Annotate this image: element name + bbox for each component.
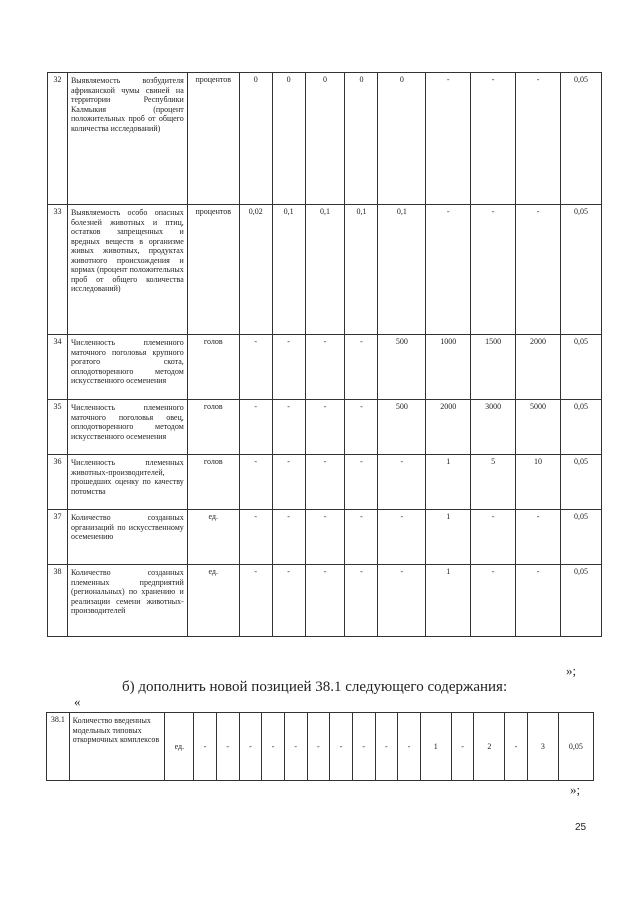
main-table [47, 72, 602, 637]
row-number: 32 [48, 73, 68, 205]
value-cell: - [451, 713, 474, 781]
value-cell: 0,05 [561, 335, 602, 400]
table-row [47, 713, 594, 781]
value-cell: - [239, 713, 262, 781]
indicator-name: Выявляемость особо опасных болезней животных и птиц, остатков запрещенных и вредных веществ в организме живых животных, продуктах животного происхождения и кормах (процент положительных проб от общего количества исследований) [67, 205, 187, 335]
closing-quote-1: »; [566, 663, 577, 678]
value-cell: 0,1 [272, 205, 305, 335]
value-cell: - [345, 455, 378, 510]
indicator-name: Численность племенного маточного поголовья овец, оплодотворенного методом искусственного осеменения [67, 400, 187, 455]
value-cell: - [305, 510, 345, 565]
table-row [48, 335, 602, 400]
value-cell: 3 [527, 713, 558, 781]
value-cell: 0 [239, 73, 272, 205]
value-cell: - [398, 713, 421, 781]
value-cell: 0,05 [561, 565, 602, 637]
value-cell: 0,05 [561, 510, 602, 565]
row-number: 36 [48, 455, 68, 510]
value-cell: - [345, 510, 378, 565]
row-number: 35 [48, 400, 68, 455]
value-cell: 0 [345, 73, 378, 205]
table-row [48, 400, 602, 455]
row-number: 38.1 [47, 713, 70, 781]
value-cell: - [262, 713, 285, 781]
value-cell: - [471, 73, 516, 205]
value-cell: 2000 [516, 335, 561, 400]
value-cell: - [272, 565, 305, 637]
value-cell: - [516, 565, 561, 637]
row-number: 33 [48, 205, 68, 335]
table-row [48, 565, 602, 637]
value-cell: - [505, 713, 528, 781]
value-cell: 0,1 [305, 205, 345, 335]
value-cell: 500 [378, 335, 426, 400]
value-cell: 500 [378, 400, 426, 455]
unit-cell: ед. [165, 713, 194, 781]
value-cell: 1 [426, 565, 471, 637]
value-cell: - [284, 713, 307, 781]
table-row [48, 510, 602, 565]
value-cell: - [272, 510, 305, 565]
value-cell: 1 [420, 713, 451, 781]
value-cell: - [239, 565, 272, 637]
value-cell: - [305, 400, 345, 455]
value-cell: 0,05 [561, 455, 602, 510]
value-cell: 3000 [471, 400, 516, 455]
value-cell: 0,02 [239, 205, 272, 335]
table-row [48, 455, 602, 510]
value-cell: - [471, 565, 516, 637]
value-cell: - [471, 205, 516, 335]
value-cell: - [272, 400, 305, 455]
unit-cell: голов [187, 335, 239, 400]
value-cell: - [239, 400, 272, 455]
value-cell: - [516, 205, 561, 335]
unit-cell: процентов [187, 205, 239, 335]
value-cell: - [378, 510, 426, 565]
value-cell: - [305, 335, 345, 400]
indicator-name: Численность племенного маточного поголовья крупного рогатого скота, оплодотворенного методом искусственного осеменения [67, 335, 187, 400]
value-cell: 0,05 [561, 205, 602, 335]
value-cell: 1500 [471, 335, 516, 400]
section-heading: б) дополнить новой позицией 38.1 следующего содержания: [122, 679, 508, 695]
unit-cell: процентов [187, 73, 239, 205]
value-cell: - [305, 565, 345, 637]
value-cell: 0 [272, 73, 305, 205]
row-number: 34 [48, 335, 68, 400]
value-cell: - [375, 713, 398, 781]
value-cell: - [307, 713, 330, 781]
value-cell: 2 [474, 713, 505, 781]
value-cell: - [194, 713, 217, 781]
value-cell: - [272, 455, 305, 510]
value-cell: 0,05 [561, 400, 602, 455]
value-cell: - [345, 400, 378, 455]
unit-cell: голов [187, 400, 239, 455]
value-cell: - [345, 565, 378, 637]
value-cell: 0,05 [558, 713, 593, 781]
value-cell: - [471, 510, 516, 565]
value-cell: - [516, 510, 561, 565]
page-number: 25 [575, 822, 587, 833]
value-cell: 1 [426, 455, 471, 510]
indicator-name: Количество созданных племенных предприятий (региональных) по хранению и реализации семени животных-производителей [67, 565, 187, 637]
value-cell: 5 [471, 455, 516, 510]
table-row [48, 73, 602, 205]
value-cell: - [272, 335, 305, 400]
value-cell: - [516, 73, 561, 205]
value-cell: 0,05 [561, 73, 602, 205]
indicator-name: Численность племенных животных-производителей, прошедших оценку по качеству потомства [67, 455, 187, 510]
value-cell: 2000 [426, 400, 471, 455]
value-cell: 0,1 [378, 205, 426, 335]
value-cell: 5000 [516, 400, 561, 455]
row-number: 37 [48, 510, 68, 565]
value-cell: 0,1 [345, 205, 378, 335]
indicator-name: Количество созданных организаций по искусственному осеменению [67, 510, 187, 565]
unit-cell: ед. [187, 565, 239, 637]
value-cell: 1 [426, 510, 471, 565]
value-cell: 0 [305, 73, 345, 205]
value-cell: - [352, 713, 375, 781]
value-cell: 1000 [426, 335, 471, 400]
value-cell: - [345, 335, 378, 400]
closing-quote-2: »; [570, 782, 581, 797]
value-cell: - [305, 455, 345, 510]
row-number: 38 [48, 565, 68, 637]
value-cell: 0 [378, 73, 426, 205]
opening-quote: « [74, 694, 81, 709]
value-cell: - [378, 455, 426, 510]
value-cell: - [216, 713, 239, 781]
indicator-name: Количество введенных модельных типовых откормочных комплексов [69, 713, 165, 781]
value-cell: - [239, 510, 272, 565]
new-position-table [46, 712, 594, 781]
table-row [48, 205, 602, 335]
unit-cell: ед. [187, 510, 239, 565]
value-cell: - [239, 455, 272, 510]
value-cell: - [426, 205, 471, 335]
value-cell: - [330, 713, 353, 781]
value-cell: - [378, 565, 426, 637]
indicator-name: Выявляемость возбудителя африканской чумы свиней на территории Республики Калмыкия (процент положительных проб от общего количества исследований) [67, 73, 187, 205]
unit-cell: голов [187, 455, 239, 510]
value-cell: - [426, 73, 471, 205]
value-cell: - [239, 335, 272, 400]
value-cell: 10 [516, 455, 561, 510]
